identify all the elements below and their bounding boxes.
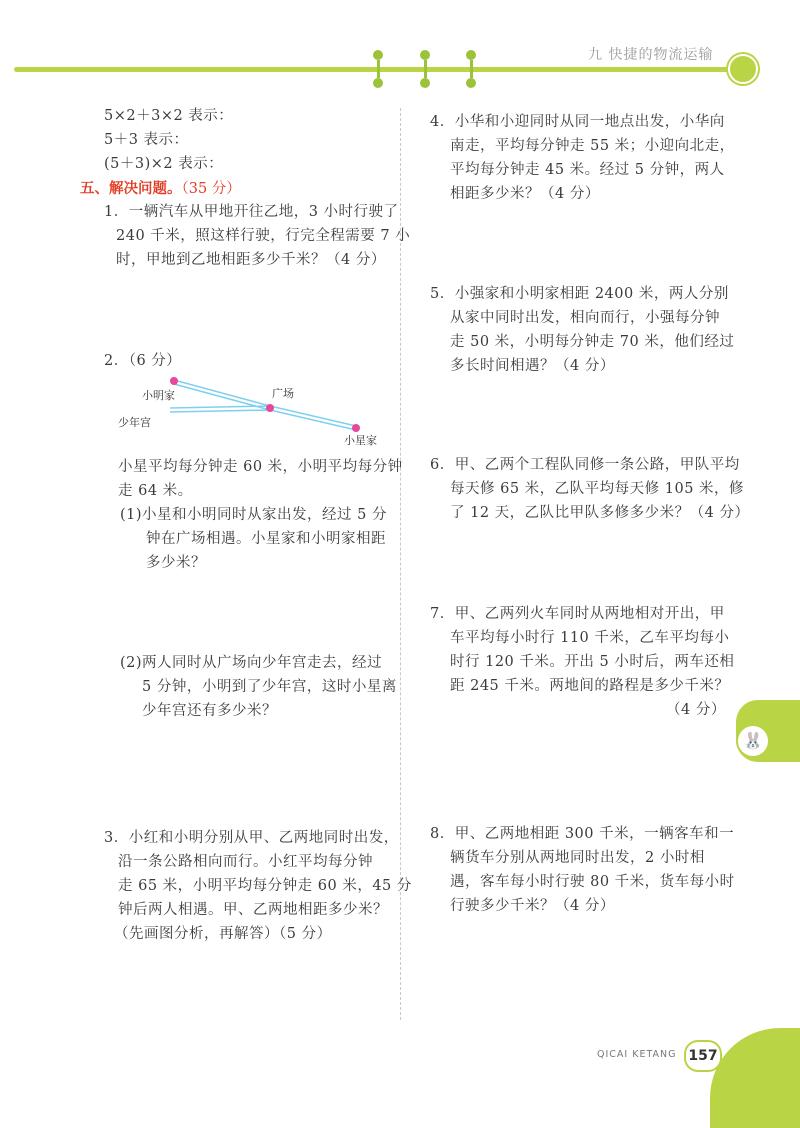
question-line: 1．一辆汽车从甲地开往乙地，3 小时行驶了 <box>104 204 399 220</box>
question-line: 相距多少米？（4 分） <box>450 186 600 202</box>
question-line: 240 千米，照这样行驶，行完全程需要 7 小 <box>116 228 411 244</box>
question-line: 6．甲、乙两个工程队同修一条公路，甲队平均 <box>430 457 740 473</box>
question-line: 行驶多少千米？（4 分） <box>450 898 615 914</box>
carryover-line: 5×2＋3×2 表示： <box>104 108 234 124</box>
question-line: 7．甲、乙两列火车同时从两地相对开出，甲 <box>430 606 725 622</box>
question-line: 钟在广场相遇。小星家和小明家相距 <box>146 531 386 547</box>
point-xiaoming-home <box>170 377 178 385</box>
binder-clip-3 <box>466 50 478 88</box>
question-3 <box>104 826 412 946</box>
question-line: 5．小强家和小明家相距 2400 米，两人分别 <box>430 286 729 302</box>
question-1 <box>104 200 410 272</box>
question-line: （先画图分析，再解答）（5 分） <box>114 926 332 942</box>
label-xiaoming-home: 小明家 <box>142 389 175 402</box>
point-xiaoxing-home <box>352 424 360 432</box>
question-6 <box>430 453 750 525</box>
question-line: 遇，客车每小时行驶 80 千米，货车每小时 <box>450 874 735 890</box>
footer-brand: QICAI KETANG <box>597 1049 677 1060</box>
question-line: 8．甲、乙两地相距 300 千米，一辆客车和一 <box>430 826 735 842</box>
question-line: （4 分） <box>666 702 726 718</box>
question-line: 少年宫还有多少米？ <box>142 703 277 719</box>
question-line: 平均每分钟走 45 米。经过 5 分钟，两人 <box>450 162 725 178</box>
question-2-body <box>118 455 403 503</box>
page-number: 157 <box>684 1040 722 1072</box>
question-line: (2)两人同时从广场向少年宫走去，经过 <box>120 655 383 671</box>
question-line: 了 12 天，乙队比甲队多修多少米？（4 分） <box>450 505 750 521</box>
question-line: 3．小红和小明分别从甲、乙两地同时出发， <box>104 830 399 846</box>
question-line: (1)小星和小明同时从家出发，经过 5 分 <box>120 507 387 523</box>
question-line: 南走，平均每分钟走 55 米；小迎向北走， <box>450 138 735 154</box>
mascot-icon <box>728 54 758 84</box>
question-line: 走 50 米，小明每分钟走 70 米，他们经过 <box>450 334 735 350</box>
question-line: 多长时间相遇？（4 分） <box>450 358 615 374</box>
carryover-line: (5＋3)×2 表示： <box>104 156 224 172</box>
point-square <box>266 404 274 412</box>
question-2-part-1 <box>120 503 387 575</box>
label-youth-palace: 少年宫 <box>118 416 151 429</box>
question-line: 走 65 米，小明平均每分钟走 60 米，45 分 <box>118 878 412 894</box>
question-line: 从家中同时出发，相向而行，小强每分钟 <box>450 310 720 326</box>
question-line: 每天修 65 米，乙队平均每天修 105 米，修 <box>450 481 745 497</box>
chapter-title: 九 快捷的物流运输 <box>588 47 714 63</box>
question-8 <box>430 822 735 918</box>
question-line: 车平均每小时行 110 千米，乙车平均每小 <box>450 630 730 646</box>
question-line: 4．小华和小迎同时从同一地点出发，小华向 <box>430 114 725 130</box>
binder-clip-2 <box>420 50 432 88</box>
label-square: 广场 <box>272 387 294 400</box>
question-line: 钟后两人相遇。甲、乙两地相距多少米？ <box>118 902 388 918</box>
question-5 <box>430 282 734 378</box>
question-line: 沿一条公路相向而行。小红平均每分钟 <box>118 854 373 870</box>
question-line: 辆货车分别从两地同时出发，2 小时相 <box>450 850 705 866</box>
section-title: 五、解决问题。 <box>80 181 182 197</box>
question-line: 走 64 米。 <box>118 483 193 499</box>
rabbit-icon: 🐰 <box>736 724 770 758</box>
carryover-block <box>104 104 233 176</box>
footer-decoration <box>710 1028 800 1128</box>
question-7 <box>430 602 734 722</box>
road-lines <box>170 380 356 430</box>
binder-clip-1 <box>373 50 385 88</box>
question-line: 距 245 千米。两地间的路程是多少千米？ <box>450 678 730 694</box>
question-line: 5 分钟，小明到了少年宫，这时小星离 <box>142 679 397 695</box>
section-points: （35 分） <box>181 181 241 197</box>
section-heading <box>80 176 241 201</box>
question-line: 时行 120 千米。开出 5 小时后，两车还相 <box>450 654 735 670</box>
question-2-part-2 <box>120 651 397 723</box>
label-xiaoxing-home: 小星家 <box>344 434 377 447</box>
question-line: 多少米？ <box>146 555 206 571</box>
question-4 <box>430 110 735 206</box>
question-line: 小星平均每分钟走 60 米，小明平均每分钟 <box>118 459 403 475</box>
carryover-line: 5＋3 表示： <box>104 132 189 148</box>
question-line: 时，甲地到乙地相距多少千米？（4 分） <box>116 252 386 268</box>
question-2-head: 2．（6 分） <box>104 353 182 369</box>
